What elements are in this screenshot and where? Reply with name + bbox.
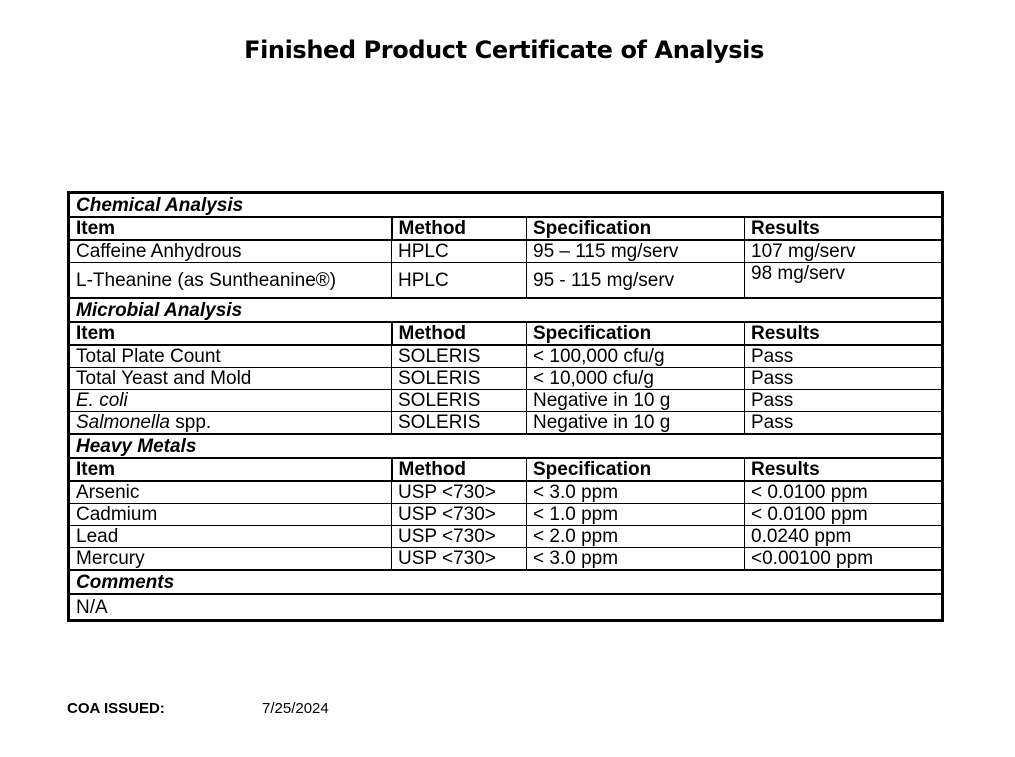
cell-specification: Negative in 10 g bbox=[527, 390, 745, 412]
header-row-heavy-metals bbox=[69, 458, 943, 481]
coa-table bbox=[67, 191, 944, 622]
cell-result: 0.0240 ppm bbox=[745, 526, 943, 548]
cell-specification: < 2.0 ppm bbox=[527, 526, 745, 548]
cell-method: USP <730> bbox=[392, 526, 527, 548]
column-header-method: Method bbox=[392, 458, 527, 481]
column-header-results: Results bbox=[745, 458, 943, 481]
cell-result: <0.00100 ppm bbox=[745, 548, 943, 571]
column-header-item: Item bbox=[69, 217, 392, 240]
cell-item: Caffeine Anhydrous bbox=[69, 240, 392, 263]
header-row-chemical bbox=[69, 217, 943, 240]
cell-specification: < 100,000 cfu/g bbox=[527, 345, 745, 368]
column-header-results: Results bbox=[745, 322, 943, 345]
table-row bbox=[69, 481, 943, 504]
cell-method: USP <730> bbox=[392, 481, 527, 504]
section-row-chemical bbox=[69, 193, 943, 218]
cell-item: Arsenic bbox=[69, 481, 392, 504]
table-row bbox=[69, 548, 943, 571]
cell-specification: < 3.0 ppm bbox=[527, 481, 745, 504]
cell-method: SOLERIS bbox=[392, 390, 527, 412]
document-title: Finished Product Certificate of Analysis bbox=[244, 36, 764, 64]
section-row-microbial bbox=[69, 298, 943, 322]
cell-item-suffix: spp. bbox=[170, 412, 212, 433]
cell-item: E. coli bbox=[69, 390, 392, 412]
cell-result: < 0.0100 ppm bbox=[745, 481, 943, 504]
cell-specification: Negative in 10 g bbox=[527, 412, 745, 435]
section-row-heavy-metals bbox=[69, 434, 943, 458]
cell-specification: < 1.0 ppm bbox=[527, 504, 745, 526]
cell-result: Pass bbox=[745, 412, 943, 435]
table-row bbox=[69, 240, 943, 263]
coa-issued-label: COA ISSUED: bbox=[67, 700, 165, 717]
cell-method: USP <730> bbox=[392, 548, 527, 571]
cell-item: L-Theanine (as Suntheanine®) bbox=[69, 263, 392, 299]
cell-result: Pass bbox=[745, 390, 943, 412]
column-header-specification: Specification bbox=[527, 322, 745, 345]
cell-item: Cadmium bbox=[69, 504, 392, 526]
cell-result: Pass bbox=[745, 345, 943, 368]
header-row-microbial bbox=[69, 322, 943, 345]
comment-text: N/A bbox=[69, 594, 943, 621]
cell-item: Lead bbox=[69, 526, 392, 548]
table-row bbox=[69, 504, 943, 526]
cell-method: SOLERIS bbox=[392, 412, 527, 435]
cell-item: Total Yeast and Mold bbox=[69, 368, 392, 390]
column-header-item: Item bbox=[69, 458, 392, 481]
cell-method: USP <730> bbox=[392, 504, 527, 526]
cell-specification: 95 – 115 mg/serv bbox=[527, 240, 745, 263]
section-title-chemical: Chemical Analysis bbox=[69, 193, 943, 218]
table-row bbox=[69, 345, 943, 368]
cell-item: Mercury bbox=[69, 548, 392, 571]
cell-method: SOLERIS bbox=[392, 345, 527, 368]
cell-method: SOLERIS bbox=[392, 368, 527, 390]
section-title-microbial: Microbial Analysis bbox=[69, 298, 943, 322]
cell-result: 107 mg/serv bbox=[745, 240, 943, 263]
cell-specification: 95 - 115 mg/serv bbox=[527, 263, 745, 299]
comment-row bbox=[69, 594, 943, 621]
table-row bbox=[69, 390, 943, 412]
column-header-specification: Specification bbox=[527, 458, 745, 481]
column-header-specification: Specification bbox=[527, 217, 745, 240]
cell-method: HPLC bbox=[392, 240, 527, 263]
table-row bbox=[69, 526, 943, 548]
cell-result: 98 mg/serv bbox=[745, 263, 943, 299]
cell-item: Total Plate Count bbox=[69, 345, 392, 368]
column-header-method: Method bbox=[392, 217, 527, 240]
cell-result: < 0.0100 ppm bbox=[745, 504, 943, 526]
cell-result: Pass bbox=[745, 368, 943, 390]
cell-item bbox=[69, 412, 392, 435]
cell-specification: < 10,000 cfu/g bbox=[527, 368, 745, 390]
coa-issued-date: 7/25/2024 bbox=[262, 700, 329, 717]
section-title-heavy-metals: Heavy Metals bbox=[69, 434, 943, 458]
cell-item-genus: Salmonella bbox=[76, 412, 170, 433]
column-header-item: Item bbox=[69, 322, 392, 345]
section-row-comments bbox=[69, 570, 943, 594]
column-header-method: Method bbox=[392, 322, 527, 345]
section-title-comments: Comments bbox=[69, 570, 943, 594]
table-row bbox=[69, 263, 943, 299]
table-row bbox=[69, 368, 943, 390]
cell-method: HPLC bbox=[392, 263, 527, 299]
table-row bbox=[69, 412, 943, 435]
cell-specification: < 3.0 ppm bbox=[527, 548, 745, 571]
column-header-results: Results bbox=[745, 217, 943, 240]
